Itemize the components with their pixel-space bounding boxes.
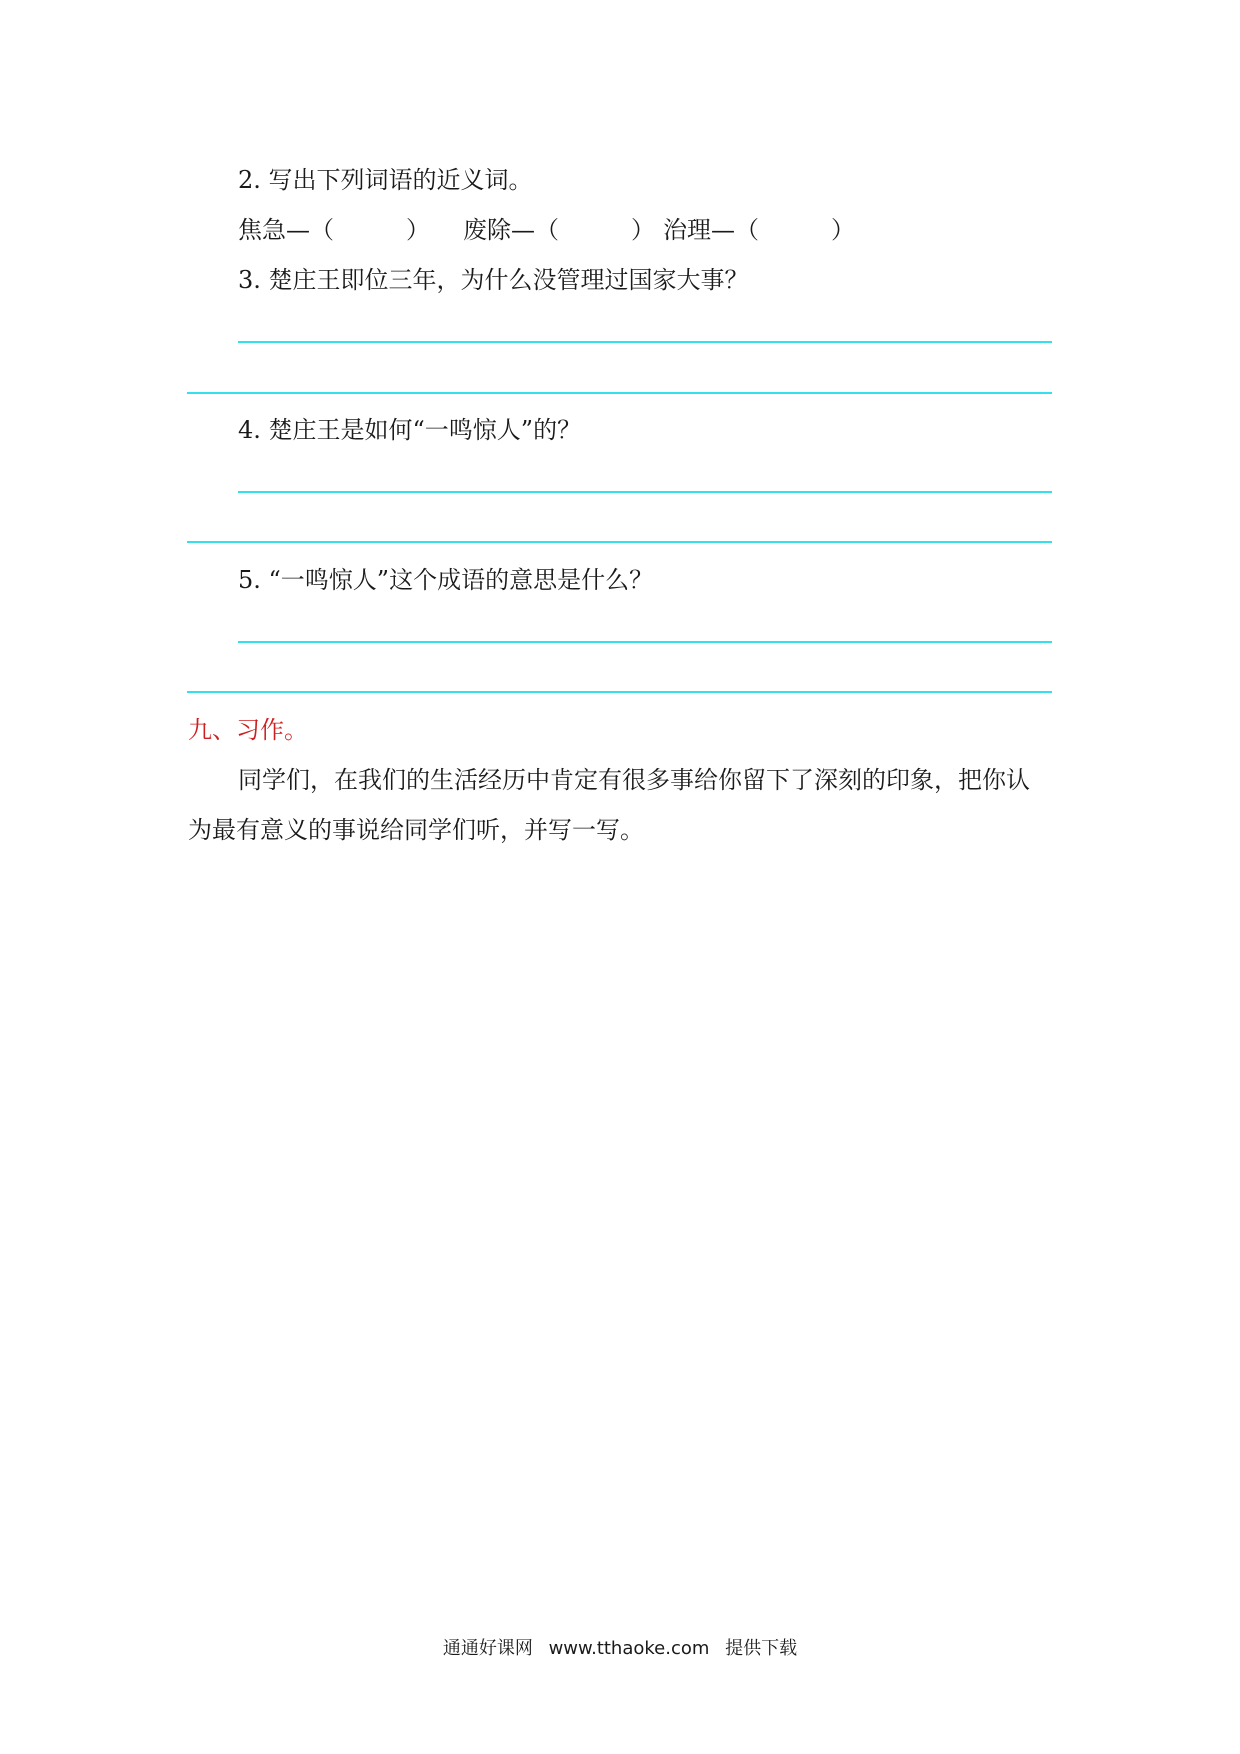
synonym-item-1: 焦急—（ ） <box>238 216 430 244</box>
section-9-title: 九、习作。 <box>188 716 308 744</box>
synonym-item-2: 废除—（ ） <box>463 216 655 244</box>
question-5-prompt: 5. “一鸣惊人”这个成语的意思是什么？ <box>238 566 654 594</box>
synonym-item-3: 治理—（ ） <box>663 216 855 244</box>
section-9-body-line-2: 为最有意义的事说给同学们听，并写一写。 <box>188 816 644 844</box>
section-9-body-line-1: 同学们，在我们的生活经历中肯定有很多事给你留下了深刻的印象，把你认 <box>238 766 1030 794</box>
answer-line[interactable] <box>187 691 1052 693</box>
question-4-prompt: 4. 楚庄王是如何“一鸣惊人”的？ <box>238 416 582 444</box>
page-footer <box>0 1637 1240 1661</box>
answer-line[interactable] <box>238 341 1052 343</box>
answer-line[interactable] <box>238 641 1052 643</box>
answer-line[interactable] <box>187 541 1052 543</box>
answer-line[interactable] <box>238 491 1052 493</box>
question-2-prompt: 2. 写出下列词语的近义词。 <box>238 166 533 194</box>
footer-suffix: 提供下载 <box>725 1638 798 1659</box>
question-3-prompt: 3. 楚庄王即位三年，为什么没管理过国家大事？ <box>238 266 749 294</box>
answer-line[interactable] <box>187 392 1052 394</box>
footer-url[interactable]: www.tthaoke.com <box>548 1638 710 1659</box>
footer-site-name: 通通好课网 <box>442 1638 533 1659</box>
